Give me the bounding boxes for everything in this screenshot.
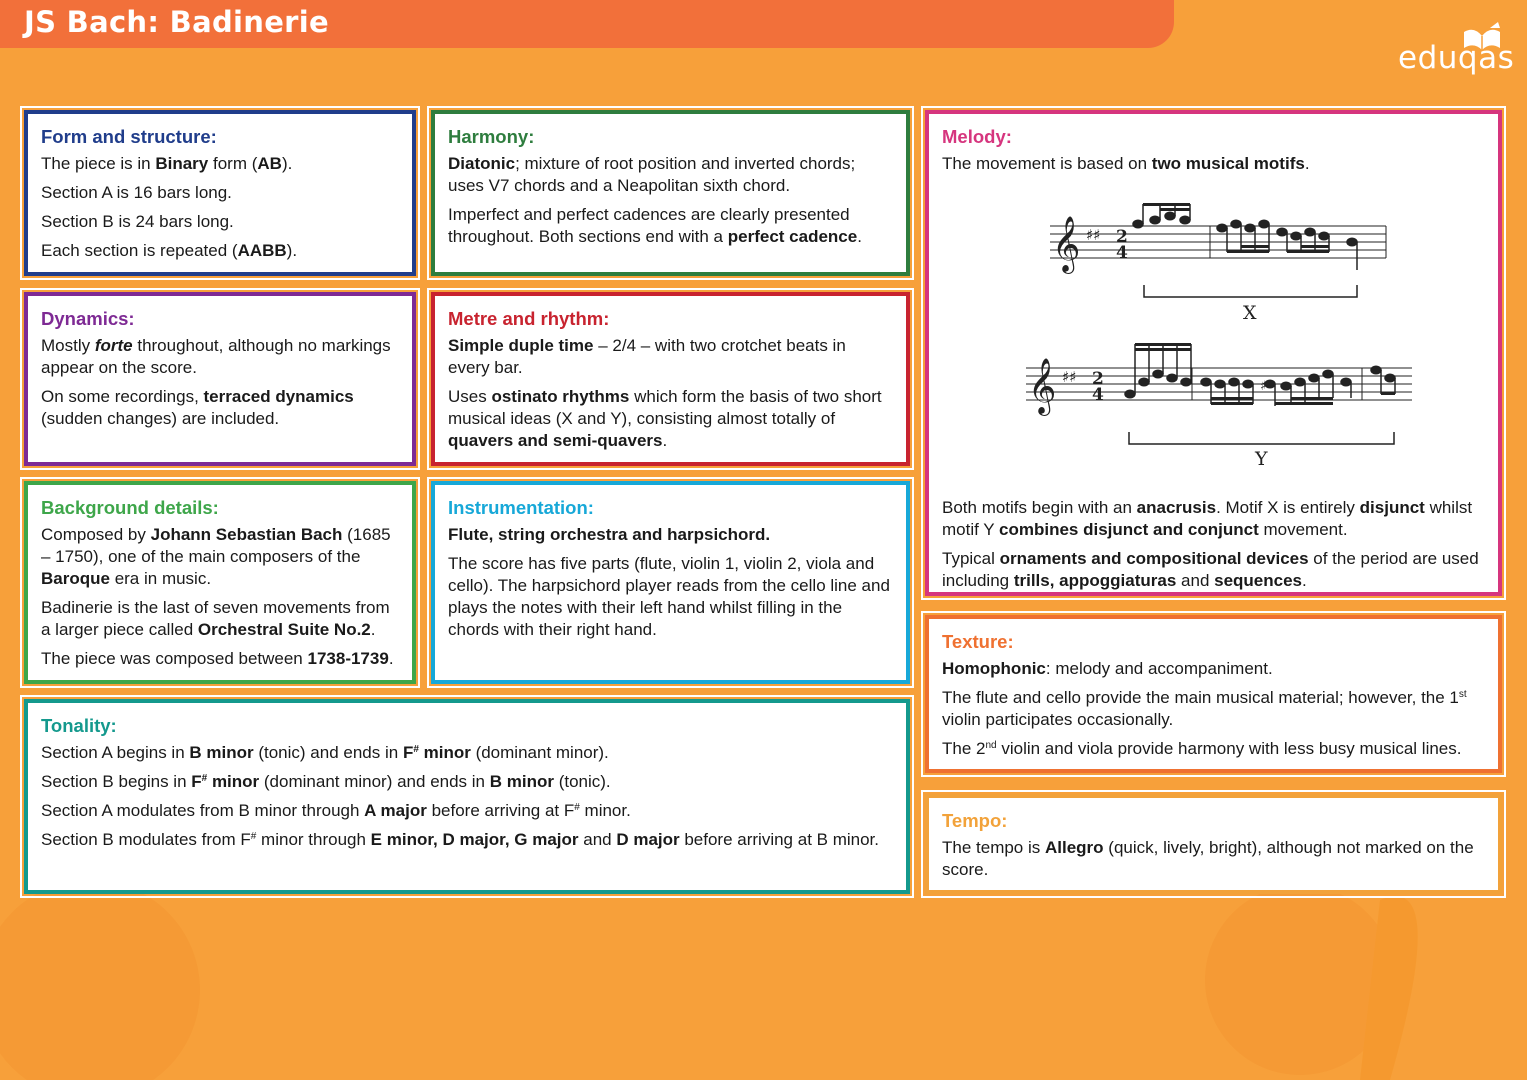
texture-text-2: The flute and cello provide the main musical material; however, the 1st violin participates occasionally.: [942, 688, 1467, 729]
melody-intro: The movement is based on two musical motifs.: [942, 154, 1310, 173]
background-title: Background details:: [41, 497, 219, 518]
form-structure-title: Form and structure:: [41, 126, 217, 147]
music-score: [942, 182, 1484, 497]
tonality-line-2: Section B begins in F# minor (dominant minor) and ends in B minor (tonic).: [41, 772, 611, 791]
instrumentation-text-2: The score has five parts (flute, violin 1, violin 2, viola and cello). The harpsichord player reads from the cello line and plays the notes with their left hand whilst filling in the chords with their right hand.: [448, 554, 890, 639]
logo-text: eduqas: [1398, 40, 1515, 76]
instrumentation-title: Instrumentation:: [448, 497, 594, 518]
eduqas-logo: [1396, 22, 1515, 80]
dynamics-text-1: Mostly forte throughout, although no markings appear on the score.: [41, 336, 391, 377]
metre-rhythm-card: [431, 292, 910, 466]
tempo-title: Tempo:: [942, 810, 1008, 831]
form-line-4: Each section is repeated (AABB).: [41, 241, 298, 260]
texture-text-1: Homophonic: melody and accompaniment.: [942, 659, 1273, 678]
texture-text-3: The 2nd violin and viola provide harmony with less busy musical lines.: [942, 739, 1462, 758]
svg-text:4: 4: [1116, 243, 1128, 263]
dynamics-text-2: On some recordings, terraced dynamics (sudden changes) are included.: [41, 387, 354, 428]
melody-title: Melody:: [942, 126, 1012, 147]
svg-text:𝄞: 𝄞: [1052, 216, 1081, 272]
metre-text-2: Uses ostinato rhythms which form the basis of two short musical ideas (X and Y), consisting almost totally of quavers and semi-quavers.: [448, 387, 882, 450]
title-banner: [0, 0, 1174, 48]
metre-rhythm-title: Metre and rhythm:: [448, 308, 610, 329]
svg-text:♯: ♯: [1260, 379, 1267, 394]
background-text-1: Composed by Johann Sebastian Bach (1685 – 1750), one of the main composers of the Baroque era in music.: [41, 525, 391, 588]
dynamics-title: Dynamics:: [41, 308, 135, 329]
motif-y-staff: [1026, 342, 1416, 422]
svg-text:4: 4: [1092, 385, 1104, 405]
melody-card: [925, 110, 1502, 596]
metre-text-1: Simple duple time – 2/4 – with two crotchet beats in every bar.: [448, 336, 846, 377]
tempo-text-1: The tempo is Allegro (quick, lively, bright), although not marked on the score.: [942, 838, 1474, 879]
melody-text-2: Typical ornaments and compositional devices of the period are used including trills, appoggiaturas and sequences.: [942, 549, 1479, 590]
harmony-card: [431, 110, 910, 276]
motif-x-bracket: [1143, 285, 1359, 301]
texture-card: [925, 615, 1502, 773]
harmony-text-2: Imperfect and perfect cadences are clearly presented throughout. Both sections end with a perfect cadence.: [448, 205, 862, 246]
form-line-2: Section A is 16 bars long.: [41, 183, 232, 202]
instrumentation-text-1: Flute, string orchestra and harpsichord.: [448, 525, 771, 544]
page-title: JS Bach: Badinerie: [24, 5, 329, 39]
svg-text:♯♯: ♯♯: [1062, 368, 1077, 386]
tonality-card: [24, 699, 910, 894]
motif-y-label: Y: [1255, 448, 1268, 470]
svg-text:2: 2: [1092, 369, 1104, 389]
background-text-2: Badinerie is the last of seven movements from a larger piece called Orchestral Suite No.2.: [41, 598, 390, 639]
background-text-3: The piece was composed between 1738-1739.: [41, 649, 394, 668]
svg-text:♯♯: ♯♯: [1086, 226, 1101, 244]
form-line-1: The piece is in Binary form (AB).: [41, 154, 293, 173]
svg-text:2: 2: [1116, 227, 1128, 247]
melody-text-1: Both motifs begin with an anacrusis. Motif X is entirely disjunct whilst motif Y combines disjunct and conjunct movement.: [942, 498, 1473, 539]
tonality-title: Tonality:: [41, 715, 117, 736]
tonality-line-4: Section B modulates from F# minor through E minor, D major, G major and D major before arriving at B minor.: [41, 830, 879, 849]
form-structure-card: [24, 110, 416, 276]
instrumentation-card: [431, 481, 910, 684]
harmony-text-1: Diatonic; mixture of root position and inverted chords; uses V7 chords and a Neapolitan sixth chord.: [448, 154, 856, 195]
texture-title: Texture:: [942, 631, 1014, 652]
harmony-title: Harmony:: [448, 126, 535, 147]
svg-text:𝄞: 𝄞: [1028, 358, 1057, 414]
motif-x-label: X: [1243, 302, 1257, 324]
background-details-card: [24, 481, 416, 684]
motif-x-staff: [1050, 200, 1395, 280]
dynamics-card: [24, 292, 416, 466]
tonality-line-3: Section A modulates from B minor through A major before arriving at F# minor.: [41, 801, 631, 820]
tonality-line-1: Section A begins in B minor (tonic) and ends in F# minor (dominant minor).: [41, 743, 609, 762]
form-line-3: Section B is 24 bars long.: [41, 212, 234, 231]
motif-y-bracket: [1128, 432, 1396, 448]
tempo-card: [925, 794, 1502, 894]
